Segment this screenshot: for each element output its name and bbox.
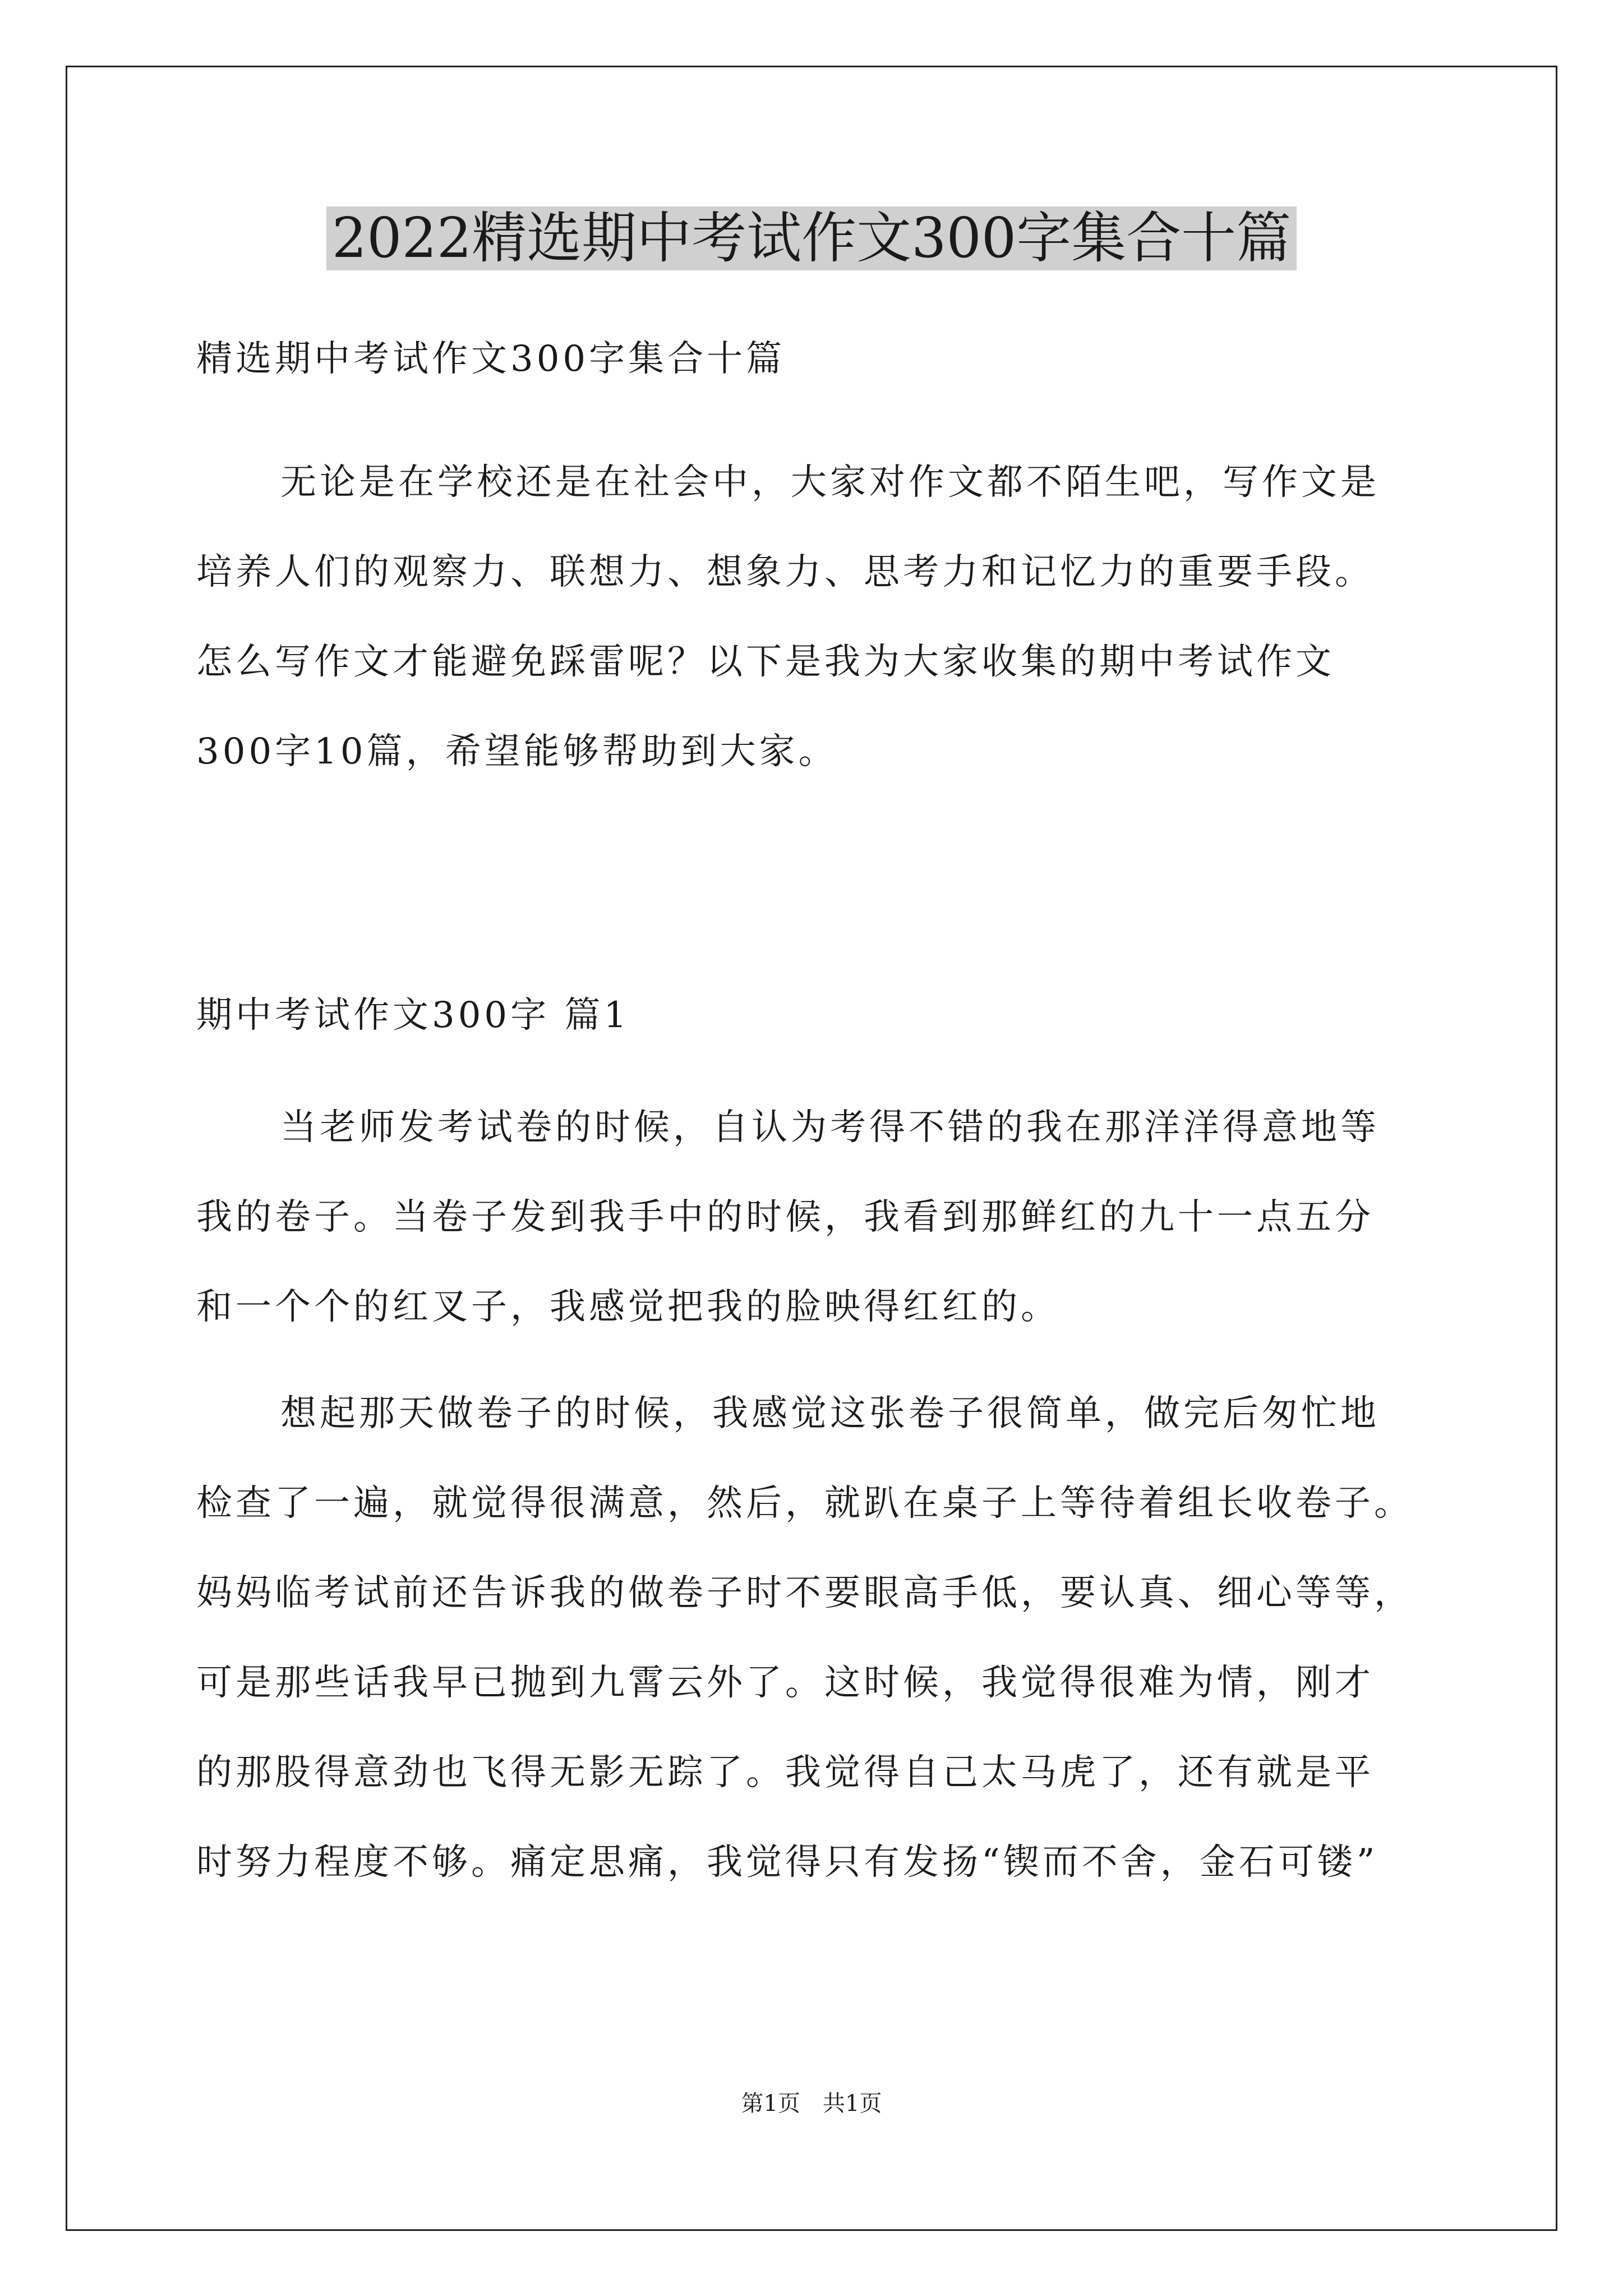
paragraph-line: 当老师发考试卷的时候，自认为考得不错的我在那洋洋得意地等 [280, 1107, 1380, 1148]
intro-line: 无论是在学校还是在社会中，大家对作文都不陌生吧，写作文是 [280, 462, 1380, 503]
page-footer: 第1页 共1页 [741, 2091, 882, 2116]
section-heading: 期中考试作文300字 篇1 [196, 995, 630, 1036]
intro-line: 培养人们的观察力、联想力、想象力、思考力和记忆力的重要手段。 [196, 551, 1374, 593]
document-title [0, 196, 1623, 280]
paragraph-line: 我的卷子。当卷子发到我手中的时候，我看到那鲜红的九十一点五分 [196, 1197, 1374, 1238]
paragraph-line: 和一个个的红叉子，我感觉把我的脸映得红红的。 [196, 1286, 1060, 1328]
paragraph-line: 可是那些话我早已抛到九霄云外了。这时候，我觉得很难为情，刚才 [196, 1662, 1374, 1704]
paragraph-line: 的那股得意劲也飞得无影无踪了。我觉得自己太马虎了，还有就是平 [196, 1752, 1374, 1793]
paragraph-line: 妈妈临考试前还告诉我的做卷子时不要眼高手低，要认真、细心等等， [196, 1572, 1413, 1614]
paragraph-line: 时努力程度不够。痛定思痛，我觉得只有发扬“锲而不舍，金石可镂” [196, 1842, 1378, 1883]
intro-line: 怎么写作文才能避免踩雷呢？以下是我为大家收集的期中考试作文 [196, 641, 1335, 683]
paragraph-line: 想起那天做卷子的时候，我感觉这张卷子很简单，做完后匆忙地 [280, 1393, 1380, 1434]
intro-line: 300字10篇，希望能够帮助到大家。 [196, 731, 838, 772]
document-subtitle: 精选期中考试作文300字集合十篇 [196, 338, 786, 380]
paragraph-line: 检查了一遍，就觉得很满意，然后，就趴在桌子上等待着组长收卷子。 [196, 1483, 1413, 1524]
document-title-text: 2022精选期中考试作文300字集合十篇 [326, 206, 1297, 270]
